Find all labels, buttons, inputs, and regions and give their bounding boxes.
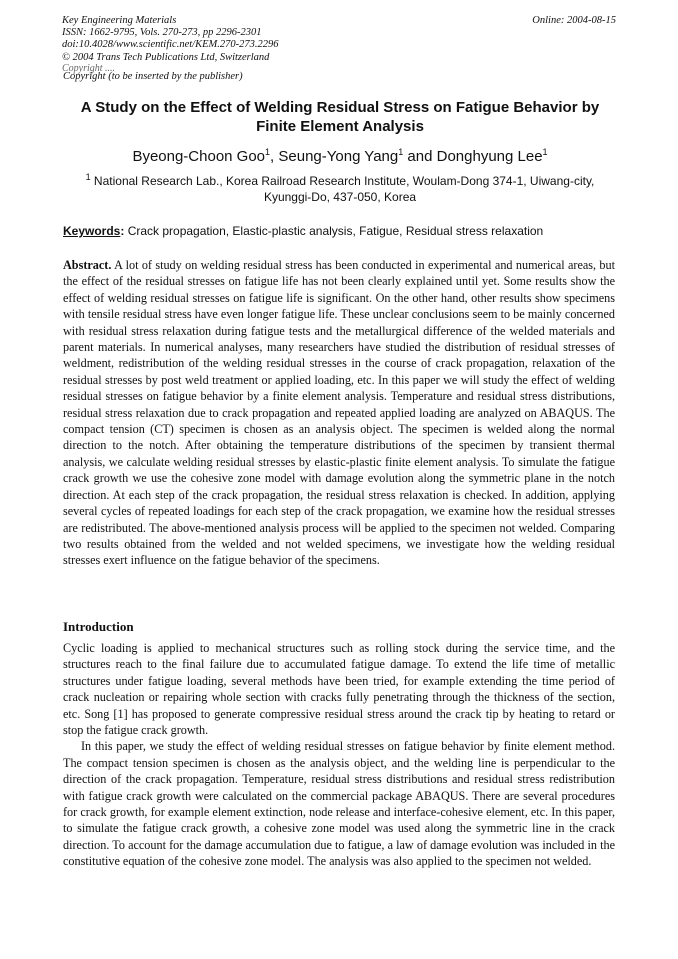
- journal-header: [62, 15, 618, 74]
- affiliation-marker: 1: [85, 172, 91, 182]
- journal-name: Key Engineering Materials: [62, 15, 177, 26]
- author-affil-marker: 1: [398, 147, 404, 157]
- issn-line: ISSN: 1662-9795, Vols. 270-273, pp 2296-2301: [62, 27, 262, 39]
- paragraph: Cyclic loading is applied to mechanical structures such as rolling stock during the service time, and the structures reach to the final failure due to accumulated fatigue damage. To extend the life time of metallic structures under fatigue loading, several methods have been tried, for example extending the time period of crack nucleation or repairing whole section with cracks fully penetrating through the thickness of the section, etc. Song [1] has proposed to generate compressive residual stress around the crack tip by heating to retard or stop the fatigue crack growth.: [63, 641, 615, 738]
- cut-off-line: Copyright ....: [62, 62, 116, 74]
- keywords-colon: :: [120, 224, 125, 238]
- author-affil-marker: 1: [265, 147, 271, 157]
- abstract: [63, 257, 615, 569]
- section-heading-introduction: Introduction: [63, 619, 134, 634]
- affiliation: [70, 173, 610, 205]
- keywords: [63, 223, 623, 239]
- author-list: [60, 147, 620, 167]
- author-name: and Donghyung Lee: [403, 148, 543, 165]
- affiliation-text: National Research Lab., Korea Railroad Research Institute, Woulam-Dong 374-1, Uiwang-city, Kyunggi-Do, 437-050, Korea: [90, 174, 595, 204]
- abstract-label: Abstract.: [63, 258, 112, 272]
- author-name: Byeong-Choon Goo: [132, 148, 266, 165]
- author-affil-marker: 1: [542, 147, 548, 157]
- paragraph: In this paper, we study the effect of welding residual stresses on fatigue behavior by finite element method. The compact tension specimen is chosen as the analysis object, and the welding line is perpendicular to the direction of the crack propagation. Temperature, residual stress distributions and residual stress redistribution with fatigue crack growth were calculated on the commercial package ABAQUS. There are several procedures for crack growth, for example element extinction, node release and interface-cohesive element, etc. In this paper, to simulate the fatigue crack growth, a cohesive zone model was used along the symmetric line in the crack direction. To account for the damage accumulation due to fatigue, a law of damage evolution was included in the constitutive equation of the cohesive zone model. The analysis was also applied to the specimen not welded.: [63, 739, 615, 869]
- keywords-label: Keywords: [63, 224, 121, 238]
- author-name: , Seung-Yong Yang: [270, 148, 399, 165]
- online-date: Online: 2004-08-15: [532, 15, 616, 26]
- introduction-body: [63, 640, 615, 870]
- paper-title: A Study on the Effect of Welding Residual Stress on Fatigue Behavior by Finite Element Analysis: [80, 99, 600, 135]
- keywords-text: Crack propagation, Elastic-plastic analysis, Fatigue, Residual stress relaxation: [124, 224, 544, 238]
- doi-line: doi:10.4028/www.scientific.net/KEM.270-273.2296: [62, 39, 279, 51]
- copyright-note: Copyright (to be inserted by the publisher): [63, 71, 243, 82]
- abstract-text: A lot of study on welding residual stress has been conducted in experimental and numerical areas, but the effect of the residual stresses on fatigue life has not been clearly explained until yet. Some results show the effect of welding residual stresses on fatigue life is significant. On the other hand, other results show specimens with tensile residual stress have even longer fatigue life. These unclear conclusions seem to be mainly concerned with residual stress relaxation during fatigue tests and the metallurgical difference of the welded materials and parent materials. In numerical analyses, many researchers have studied the distribution of residual stresses of weldment, redistribution of the welding residual stresses in the course of crack propagation, relaxation of the residual stresses by post weld treatment or applied loading, etc. In this paper we will study the effect of welding residual stresses on fatigue behavior by a finite element analysis. Temperature and residual stress distributions, residual stress relaxation due to crack propagation and repeated applied loading are analyzed on ABAQUS. The compact tension (CT) specimen is chosen as an analysis object. The specimen is welded along the normal direction to the notch. After obtaining the temperature distributions of the specimen by transient thermal analysis, we calculate welding residual stresses by elastic-plastic finite element analysis. To simulate the fatigue crack growth we use the cohesive zone model with damage evolution along the symmetric plane in the notch direction. At each step of the crack propagation, the residual stress relaxation is checked. In addition, applying several cycles of repeated loadings for each step of the crack propagation, we examine how the residual stresses are redistributed. The above-mentioned analysis process will be applied to the specimen not welded. Comparing two results obtained from the welded and not welded specimens, we investigate how the welding residual stresses exert influence on the fatigue behavior of the specimens.: [63, 258, 615, 568]
- publisher-line: © 2004 Trans Tech Publications Ltd, Switzerland: [62, 51, 270, 63]
